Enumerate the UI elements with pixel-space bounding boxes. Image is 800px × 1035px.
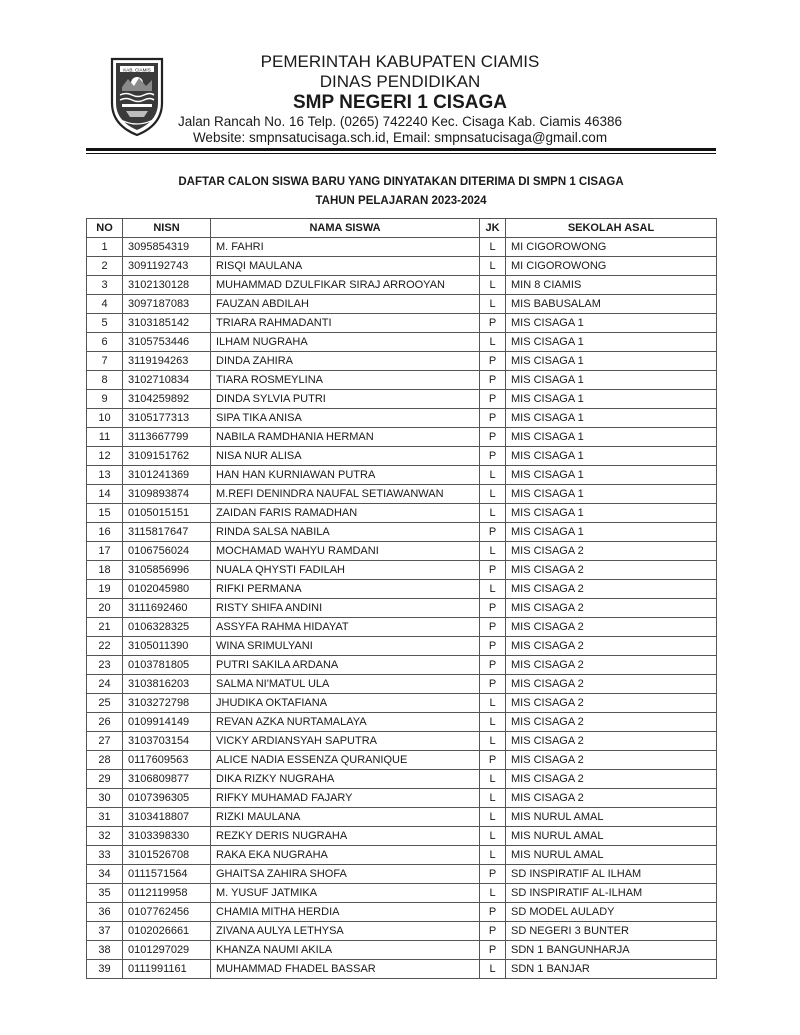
letterhead-school-name: SMP NEGERI 1 CISAGA	[293, 92, 507, 113]
origin-school-cell: MIS NURUL AMAL	[506, 846, 717, 865]
table-row	[87, 447, 717, 466]
document-title: DAFTAR CALON SISWA BARU YANG DINYATAKAN DITERIMA DI SMPN 1 CISAGA	[178, 176, 624, 188]
header-student-name: NAMA SISWA	[211, 219, 480, 238]
gender-cell: L	[480, 580, 506, 599]
nisn-cell: 0101297029	[123, 941, 211, 960]
table-row	[87, 390, 717, 409]
gender-cell: L	[480, 732, 506, 751]
table-row	[87, 561, 717, 580]
row-number: 35	[87, 884, 123, 903]
gender-cell: L	[480, 694, 506, 713]
origin-school-cell: MIS CISAGA 2	[506, 618, 717, 637]
origin-school-cell: MIS CISAGA 2	[506, 751, 717, 770]
gender-cell: L	[480, 770, 506, 789]
table-row	[87, 903, 717, 922]
table-row	[87, 485, 717, 504]
origin-school-cell: MIS CISAGA 1	[506, 428, 717, 447]
student-name-cell: ASSYFA RAHMA HIDAYAT	[211, 618, 480, 637]
nisn-cell: 3115817647	[123, 523, 211, 542]
origin-school-cell: MIS CISAGA 2	[506, 561, 717, 580]
student-name-cell: RIFKY MUHAMAD FAJARY	[211, 789, 480, 808]
student-name-cell: ALICE NADIA ESSENZA QURANIQUE	[211, 751, 480, 770]
gender-cell: P	[480, 561, 506, 580]
row-number: 11	[87, 428, 123, 447]
gender-cell: P	[480, 865, 506, 884]
row-number: 30	[87, 789, 123, 808]
origin-school-cell: SD MODEL AULADY	[506, 903, 717, 922]
gender-cell: P	[480, 656, 506, 675]
row-number: 34	[87, 865, 123, 884]
nisn-cell: 0107396305	[123, 789, 211, 808]
row-number: 3	[87, 276, 123, 295]
nisn-cell: 3109893874	[123, 485, 211, 504]
table-row	[87, 789, 717, 808]
student-name-cell: RAKA EKA NUGRAHA	[211, 846, 480, 865]
gender-cell: L	[480, 846, 506, 865]
origin-school-cell: MI CIGOROWONG	[506, 257, 717, 276]
table-row	[87, 238, 717, 257]
origin-school-cell: MIS CISAGA 2	[506, 580, 717, 599]
row-number: 23	[87, 656, 123, 675]
origin-school-cell: MIS CISAGA 1	[506, 314, 717, 333]
origin-school-cell: MIS CISAGA 2	[506, 789, 717, 808]
gender-cell: P	[480, 599, 506, 618]
origin-school-cell: SDN 1 BANGUNHARJA	[506, 941, 717, 960]
letterhead-divider-thick	[86, 148, 716, 151]
row-number: 27	[87, 732, 123, 751]
origin-school-cell: MIS CISAGA 2	[506, 713, 717, 732]
gender-cell: P	[480, 352, 506, 371]
gender-cell: P	[480, 618, 506, 637]
origin-school-cell: MIS CISAGA 1	[506, 352, 717, 371]
nisn-cell: 3105753446	[123, 333, 211, 352]
nisn-cell: 3105856996	[123, 561, 211, 580]
student-name-cell: ILHAM NUGRAHA	[211, 333, 480, 352]
gender-cell: L	[480, 466, 506, 485]
origin-school-cell: MIS CISAGA 1	[506, 390, 717, 409]
gender-cell: P	[480, 523, 506, 542]
student-name-cell: ZAIDAN FARIS RAMADHAN	[211, 504, 480, 523]
table-row	[87, 580, 717, 599]
student-name-cell: SIPA TIKA ANISA	[211, 409, 480, 428]
gender-cell: P	[480, 903, 506, 922]
gender-cell: P	[480, 637, 506, 656]
nisn-cell: 0102045980	[123, 580, 211, 599]
nisn-cell: 0111991161	[123, 960, 211, 979]
table-header-row	[87, 219, 717, 238]
table-row	[87, 276, 717, 295]
student-name-cell: NISA NUR ALISA	[211, 447, 480, 466]
table-row	[87, 523, 717, 542]
origin-school-cell: MIS CISAGA 1	[506, 409, 717, 428]
nisn-cell: 0106328325	[123, 618, 211, 637]
row-number: 8	[87, 371, 123, 390]
origin-school-cell: MIS CISAGA 2	[506, 637, 717, 656]
row-number: 5	[87, 314, 123, 333]
origin-school-cell: MIS CISAGA 2	[506, 656, 717, 675]
nisn-cell: 3113667799	[123, 428, 211, 447]
gender-cell: P	[480, 922, 506, 941]
table-row	[87, 713, 717, 732]
gender-cell: L	[480, 276, 506, 295]
nisn-cell: 3103816203	[123, 675, 211, 694]
nisn-cell: 3111692460	[123, 599, 211, 618]
origin-school-cell: SD NEGERI 3 BUNTER	[506, 922, 717, 941]
table-row	[87, 865, 717, 884]
student-name-cell: M. FAHRI	[211, 238, 480, 257]
origin-school-cell: MIS CISAGA 1	[506, 447, 717, 466]
row-number: 38	[87, 941, 123, 960]
table-row	[87, 352, 717, 371]
gender-cell: P	[480, 428, 506, 447]
student-name-cell: FAUZAN ABDILAH	[211, 295, 480, 314]
student-name-cell: M.REFI DENINDRA NAUFAL SETIAWANWAN	[211, 485, 480, 504]
gender-cell: P	[480, 409, 506, 428]
header-no: NO	[87, 219, 123, 238]
row-number: 36	[87, 903, 123, 922]
nisn-cell: 3103703154	[123, 732, 211, 751]
student-name-cell: RISTY SHIFA ANDINI	[211, 599, 480, 618]
table-row	[87, 409, 717, 428]
header-gender: JK	[480, 219, 506, 238]
row-number: 4	[87, 295, 123, 314]
origin-school-cell: MIS NURUL AMAL	[506, 808, 717, 827]
student-name-cell: SALMA NI'MATUL ULA	[211, 675, 480, 694]
table-row	[87, 751, 717, 770]
gender-cell: L	[480, 238, 506, 257]
nisn-cell: 0107762456	[123, 903, 211, 922]
gender-cell: L	[480, 789, 506, 808]
table-row	[87, 846, 717, 865]
origin-school-cell: MIS CISAGA 2	[506, 675, 717, 694]
origin-school-cell: SDN 1 BANJAR	[506, 960, 717, 979]
nisn-cell: 3103185142	[123, 314, 211, 333]
nisn-cell: 3102710834	[123, 371, 211, 390]
table-row	[87, 656, 717, 675]
row-number: 37	[87, 922, 123, 941]
row-number: 31	[87, 808, 123, 827]
gender-cell: L	[480, 960, 506, 979]
nisn-cell: 3109151762	[123, 447, 211, 466]
row-number: 19	[87, 580, 123, 599]
letterhead-divider-thin	[86, 153, 716, 154]
gender-cell: L	[480, 542, 506, 561]
student-name-cell: CHAMIA MITHA HERDIA	[211, 903, 480, 922]
origin-school-cell: SD INSPIRATIF AL-ILHAM	[506, 884, 717, 903]
table-row	[87, 675, 717, 694]
student-name-cell: TIARA ROSMEYLINA	[211, 371, 480, 390]
student-name-cell: JHUDIKA OKTAFIANA	[211, 694, 480, 713]
table-row	[87, 428, 717, 447]
table-row	[87, 257, 717, 276]
table-row	[87, 618, 717, 637]
nisn-cell: 0109914149	[123, 713, 211, 732]
table-row	[87, 542, 717, 561]
nisn-cell: 3097187083	[123, 295, 211, 314]
table-row	[87, 884, 717, 903]
nisn-cell: 3091192743	[123, 257, 211, 276]
origin-school-cell: MIS NURUL AMAL	[506, 827, 717, 846]
gender-cell: L	[480, 808, 506, 827]
student-list-table	[86, 218, 717, 979]
row-number: 24	[87, 675, 123, 694]
row-number: 21	[87, 618, 123, 637]
row-number: 9	[87, 390, 123, 409]
row-number: 14	[87, 485, 123, 504]
origin-school-cell: MIS CISAGA 2	[506, 732, 717, 751]
table-row	[87, 941, 717, 960]
gender-cell: P	[480, 675, 506, 694]
nisn-cell: 3105177313	[123, 409, 211, 428]
table-row	[87, 960, 717, 979]
table-row	[87, 466, 717, 485]
svg-text:KAB. CIAMIS: KAB. CIAMIS	[123, 67, 151, 73]
table-row	[87, 504, 717, 523]
student-name-cell: RIZKI MAULANA	[211, 808, 480, 827]
row-number: 28	[87, 751, 123, 770]
student-name-cell: WINA SRIMULYANI	[211, 637, 480, 656]
nisn-cell: 3103272798	[123, 694, 211, 713]
row-number: 10	[87, 409, 123, 428]
table-row	[87, 694, 717, 713]
ciamis-regency-logo-icon	[108, 53, 166, 137]
table-row	[87, 732, 717, 751]
origin-school-cell: MIS CISAGA 2	[506, 542, 717, 561]
origin-school-cell: MIS CISAGA 2	[506, 770, 717, 789]
nisn-cell: 3103398330	[123, 827, 211, 846]
student-name-cell: REZKY DERIS NUGRAHA	[211, 827, 480, 846]
table-row	[87, 333, 717, 352]
table-row	[87, 295, 717, 314]
table-row	[87, 599, 717, 618]
origin-school-cell: MIN 8 CIAMIS	[506, 276, 717, 295]
origin-school-cell: MIS CISAGA 2	[506, 694, 717, 713]
gender-cell: L	[480, 257, 506, 276]
header-origin-school: SEKOLAH ASAL	[506, 219, 717, 238]
table-row	[87, 808, 717, 827]
row-number: 12	[87, 447, 123, 466]
row-number: 33	[87, 846, 123, 865]
table-row	[87, 922, 717, 941]
student-name-cell: M. YUSUF JATMIKA	[211, 884, 480, 903]
gender-cell: P	[480, 941, 506, 960]
nisn-cell: 3104259892	[123, 390, 211, 409]
nisn-cell: 0106756024	[123, 542, 211, 561]
gender-cell: P	[480, 751, 506, 770]
student-name-cell: RIFKI PERMANA	[211, 580, 480, 599]
origin-school-cell: MIS CISAGA 1	[506, 371, 717, 390]
nisn-cell: 3103418807	[123, 808, 211, 827]
nisn-cell: 0103781805	[123, 656, 211, 675]
row-number: 13	[87, 466, 123, 485]
row-number: 18	[87, 561, 123, 580]
row-number: 26	[87, 713, 123, 732]
table-body	[87, 238, 717, 979]
letterhead-government: PEMERINTAH KABUPATEN CIAMIS	[260, 52, 540, 71]
table-row	[87, 371, 717, 390]
student-name-cell: RISQI MAULANA	[211, 257, 480, 276]
gender-cell: L	[480, 485, 506, 504]
student-name-cell: MUHAMMAD DZULFIKAR SIRAJ ARROOYAN	[211, 276, 480, 295]
student-name-cell: HAN HAN KURNIAWAN PUTRA	[211, 466, 480, 485]
row-number: 15	[87, 504, 123, 523]
student-name-cell: REVAN AZKA NURTAMALAYA	[211, 713, 480, 732]
gender-cell: P	[480, 314, 506, 333]
row-number: 6	[87, 333, 123, 352]
gender-cell: L	[480, 504, 506, 523]
table-row	[87, 637, 717, 656]
origin-school-cell: MIS BABUSALAM	[506, 295, 717, 314]
row-number: 17	[87, 542, 123, 561]
student-name-cell: TRIARA RAHMADANTI	[211, 314, 480, 333]
row-number: 1	[87, 238, 123, 257]
header-nisn: NISN	[123, 219, 211, 238]
student-name-cell: DINDA SYLVIA PUTRI	[211, 390, 480, 409]
nisn-cell: 3106809877	[123, 770, 211, 789]
nisn-cell: 0112119958	[123, 884, 211, 903]
nisn-cell: 0111571564	[123, 865, 211, 884]
nisn-cell: 3105011390	[123, 637, 211, 656]
gender-cell: L	[480, 295, 506, 314]
student-name-cell: NUALA QHYSTI FADILAH	[211, 561, 480, 580]
table-row	[87, 314, 717, 333]
student-name-cell: PUTRI SAKILA ARDANA	[211, 656, 480, 675]
nisn-cell: 0102026661	[123, 922, 211, 941]
row-number: 32	[87, 827, 123, 846]
nisn-cell: 3102130128	[123, 276, 211, 295]
origin-school-cell: MIS CISAGA 1	[506, 523, 717, 542]
origin-school-cell: MIS CISAGA 1	[506, 504, 717, 523]
table-row	[87, 770, 717, 789]
student-name-cell: DIKA RIZKY NUGRAHA	[211, 770, 480, 789]
row-number: 25	[87, 694, 123, 713]
origin-school-cell: MIS CISAGA 1	[506, 466, 717, 485]
gender-cell: L	[480, 333, 506, 352]
student-name-cell: VICKY ARDIANSYAH SAPUTRA	[211, 732, 480, 751]
nisn-cell: 3101526708	[123, 846, 211, 865]
gender-cell: P	[480, 390, 506, 409]
origin-school-cell: MIS CISAGA 1	[506, 485, 717, 504]
student-name-cell: MOCHAMAD WAHYU RAMDANI	[211, 542, 480, 561]
student-name-cell: RINDA SALSA NABILA	[211, 523, 480, 542]
letterhead-department: DINAS PENDIDIKAN	[319, 72, 481, 91]
row-number: 22	[87, 637, 123, 656]
row-number: 39	[87, 960, 123, 979]
nisn-cell: 3119194263	[123, 352, 211, 371]
nisn-cell: 3095854319	[123, 238, 211, 257]
nisn-cell: 0105015151	[123, 504, 211, 523]
gender-cell: P	[480, 371, 506, 390]
origin-school-cell: SD INSPIRATIF AL ILHAM	[506, 865, 717, 884]
gender-cell: L	[480, 713, 506, 732]
row-number: 2	[87, 257, 123, 276]
letterhead-address: Jalan Rancah No. 16 Telp. (0265) 742240 Kec. Cisaga Kab. Ciamis 46386	[177, 114, 623, 129]
gender-cell: P	[480, 447, 506, 466]
document-subtitle: TAHUN PELAJARAN 2023-2024	[315, 195, 487, 207]
nisn-cell: 0117609563	[123, 751, 211, 770]
student-name-cell: KHANZA NAUMI AKILA	[211, 941, 480, 960]
row-number: 7	[87, 352, 123, 371]
origin-school-cell: MI CIGOROWONG	[506, 238, 717, 257]
student-name-cell: DINDA ZAHIRA	[211, 352, 480, 371]
row-number: 16	[87, 523, 123, 542]
row-number: 29	[87, 770, 123, 789]
student-name-cell: ZIVANA AULYA LETHYSA	[211, 922, 480, 941]
student-name-cell: MUHAMMAD FHADEL BASSAR	[211, 960, 480, 979]
row-number: 20	[87, 599, 123, 618]
gender-cell: L	[480, 884, 506, 903]
student-name-cell: GHAITSA ZAHIRA SHOFA	[211, 865, 480, 884]
student-name-cell: NABILA RAMDHANIA HERMAN	[211, 428, 480, 447]
origin-school-cell: MIS CISAGA 2	[506, 599, 717, 618]
origin-school-cell: MIS CISAGA 1	[506, 333, 717, 352]
gender-cell: L	[480, 827, 506, 846]
letterhead-contact: Website: smpnsatucisaga.sch.id, Email: smpnsatucisaga@gmail.com	[192, 130, 608, 145]
nisn-cell: 3101241369	[123, 466, 211, 485]
table-row	[87, 827, 717, 846]
